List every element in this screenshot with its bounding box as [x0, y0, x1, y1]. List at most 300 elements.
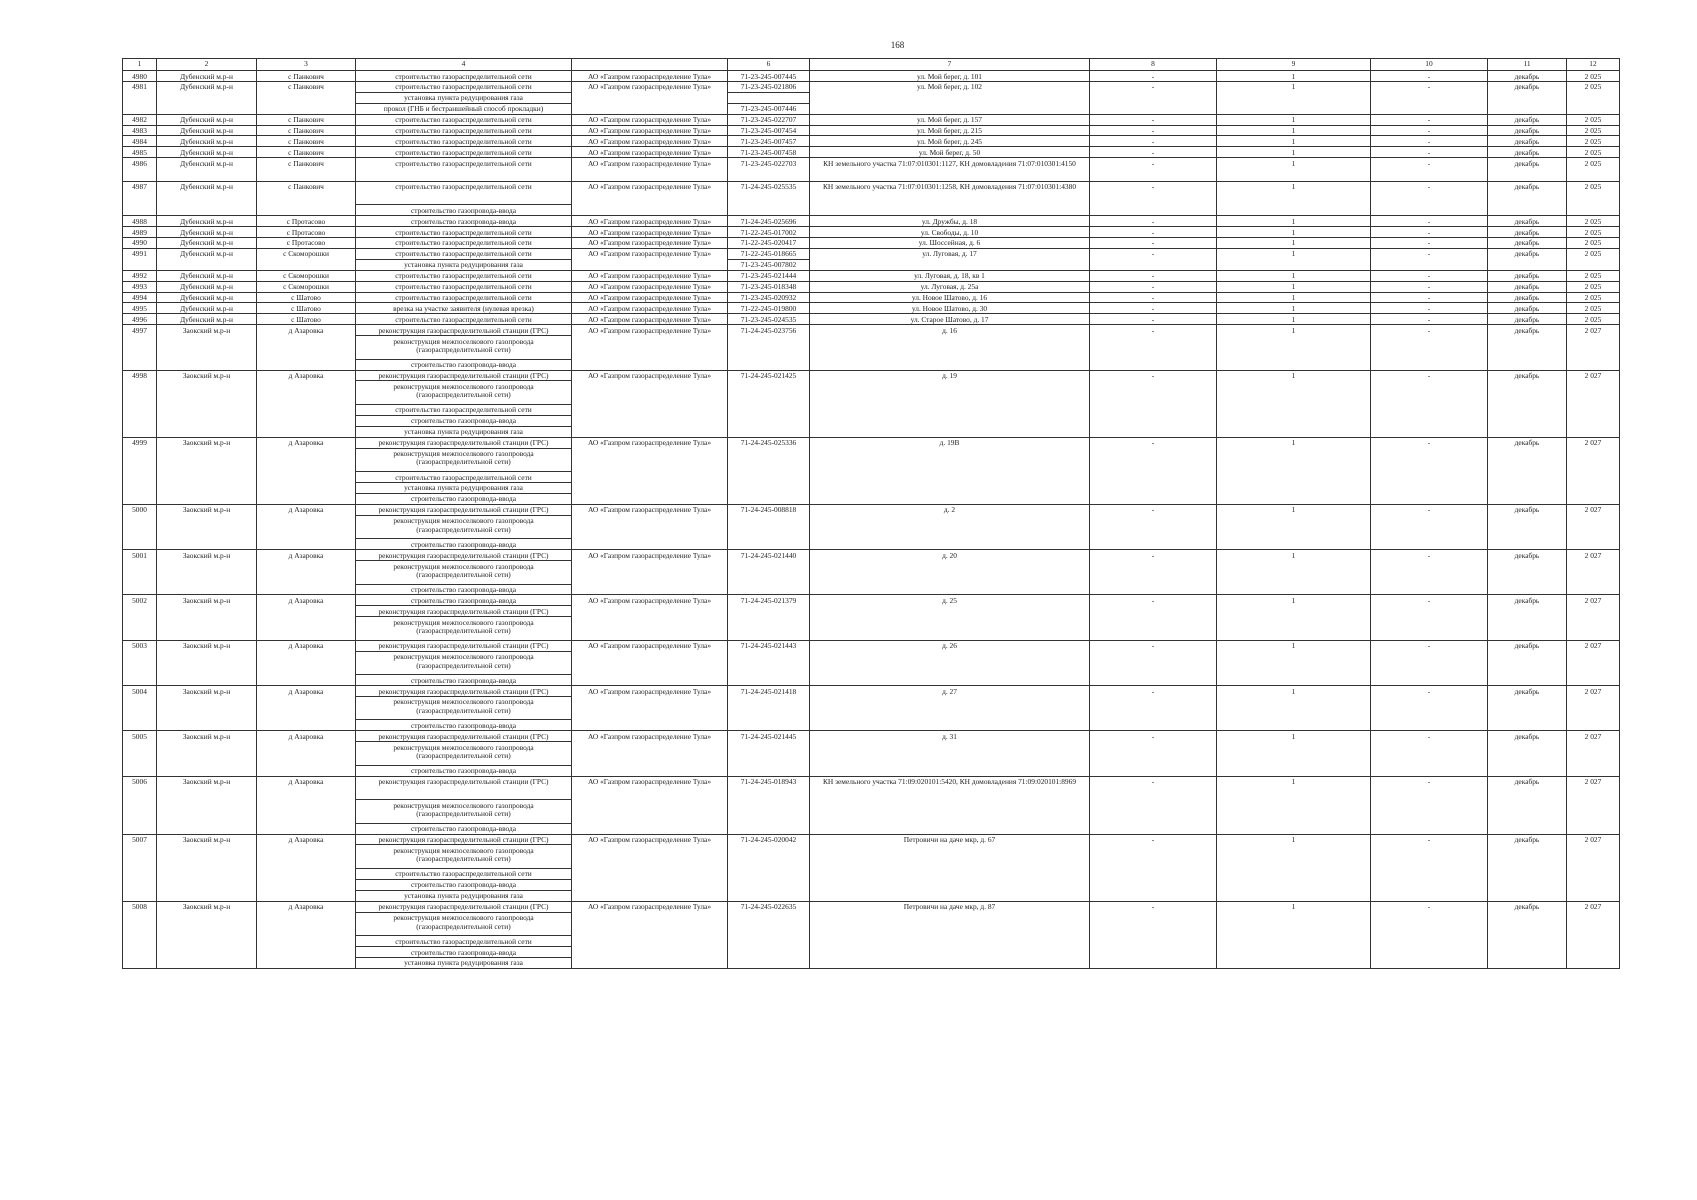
locality-cell: д Азаровка	[257, 731, 356, 776]
col8-cell: -	[1090, 314, 1217, 325]
locality-cell: д Азаровка	[257, 504, 356, 549]
work-type-cell: реконструкция межпоселкового газопровода (газораспределительной сети)	[356, 448, 572, 472]
work-type-cell: реконструкция газораспределительной станции (ГРС)	[356, 550, 572, 561]
address-cell: д. 25	[810, 595, 1090, 640]
table-body	[123, 71, 1620, 969]
year-cell: 2 025	[1567, 248, 1620, 270]
year-cell: 2 027	[1567, 437, 1620, 504]
organization-cell: АО «Газпром газораспределение Тула»	[572, 834, 728, 901]
locality-cell: с Панкович	[257, 81, 356, 114]
col10-cell: -	[1371, 227, 1488, 238]
col8-cell: -	[1090, 227, 1217, 238]
year-cell: 2 027	[1567, 550, 1620, 595]
record-number: 5006	[123, 776, 157, 834]
col9-cell: 1	[1217, 125, 1371, 136]
table-row	[123, 158, 1620, 182]
work-type-cell: строительство газопровода-ввода	[356, 765, 572, 776]
address-cell: д. 19В	[810, 437, 1090, 504]
application-code-cell: 71-22-245-019800	[728, 303, 810, 314]
col8-cell: -	[1090, 686, 1217, 731]
record-number: 4983	[123, 125, 157, 136]
table-row	[123, 227, 1620, 238]
locality-cell: с Скоморошки	[257, 270, 356, 281]
col9-cell: 1	[1217, 731, 1371, 776]
col10-cell: -	[1371, 181, 1488, 215]
col10-cell: -	[1371, 595, 1488, 640]
col8-cell: -	[1090, 248, 1217, 270]
district-cell: Дубенский м.р-н	[157, 114, 257, 125]
month-cell: декабрь	[1488, 181, 1567, 215]
work-type-cell: строительство газораспределительной сети	[356, 147, 572, 158]
record-number: 5003	[123, 640, 157, 685]
col10-cell: -	[1371, 281, 1488, 292]
address-cell: ул. Луговая, д. 17	[810, 248, 1090, 270]
work-type-cell: реконструкция газораспределительной станции (ГРС)	[356, 606, 572, 617]
col9-cell: 1	[1217, 504, 1371, 549]
locality-cell: с Протасово	[257, 237, 356, 248]
table-row	[123, 834, 1620, 845]
col10-cell: -	[1371, 370, 1488, 437]
work-type-cell: строительство газопровода-ввода	[356, 216, 572, 227]
col10-cell: -	[1371, 325, 1488, 370]
district-cell: Дубенский м.р-н	[157, 158, 257, 182]
work-type-cell: строительство газораспределительной сети	[356, 281, 572, 292]
organization-cell: АО «Газпром газораспределение Тула»	[572, 731, 728, 776]
col10-cell: -	[1371, 314, 1488, 325]
work-type-cell: реконструкция газораспределительной станции (ГРС)	[356, 504, 572, 515]
year-cell: 2 025	[1567, 158, 1620, 182]
header-cell: 4	[356, 59, 572, 71]
year-cell: 2 027	[1567, 834, 1620, 901]
organization-cell: АО «Газпром газораспределение Тула»	[572, 550, 728, 595]
col9-cell: 1	[1217, 292, 1371, 303]
work-type-cell: реконструкция межпоселкового газопровода (газораспределительной сети)	[356, 651, 572, 675]
record-number: 5004	[123, 686, 157, 731]
col9-cell: 1	[1217, 550, 1371, 595]
col9-cell: 1	[1217, 158, 1371, 182]
year-cell: 2 027	[1567, 731, 1620, 776]
work-type-cell: строительство газораспределительной сети	[356, 248, 572, 259]
address-cell: КН земельного участка 71:07:010301:1127, КН домовладения 71:07:010301:4150	[810, 158, 1090, 182]
col10-cell: -	[1371, 248, 1488, 270]
col9-cell: 1	[1217, 216, 1371, 227]
record-number: 4995	[123, 303, 157, 314]
organization-cell: АО «Газпром газораспределение Тула»	[572, 686, 728, 731]
work-type-cell: строительство газораспределительной сети	[356, 71, 572, 82]
record-number: 5008	[123, 901, 157, 968]
address-cell: д. 27	[810, 686, 1090, 731]
district-cell: Заокский м.р-н	[157, 834, 257, 901]
address-cell: ул. Луговая, д. 25а	[810, 281, 1090, 292]
locality-cell: с Панкович	[257, 71, 356, 82]
address-cell: ул. Старое Шатово, д. 17	[810, 314, 1090, 325]
district-cell: Дубенский м.р-н	[157, 281, 257, 292]
month-cell: декабрь	[1488, 776, 1567, 834]
locality-cell: д Азаровка	[257, 550, 356, 595]
table-row	[123, 686, 1620, 697]
record-number: 4984	[123, 136, 157, 147]
organization-cell: АО «Газпром газораспределение Тула»	[572, 237, 728, 248]
application-code-cell: 71-24-245-021443	[728, 640, 810, 685]
locality-cell: с Протасово	[257, 216, 356, 227]
table-row	[123, 81, 1620, 92]
record-number: 4992	[123, 270, 157, 281]
address-cell: ул. Новое Шатово, д. 30	[810, 303, 1090, 314]
page-number: 168	[890, 40, 905, 50]
work-type-cell: прокол (ГНБ и бестраншейный способ прокладки)	[356, 103, 572, 114]
district-cell: Дубенский м.р-н	[157, 314, 257, 325]
work-type-cell: реконструкция межпоселкового газопровода (газораспределительной сети)	[356, 912, 572, 936]
address-cell: ул. Мой берег, д. 50	[810, 147, 1090, 158]
work-type-cell: врезка на участке заявителя (нулевая врезка)	[356, 303, 572, 314]
district-cell: Заокский м.р-н	[157, 595, 257, 640]
application-code-cell: 71-23-245-007802	[728, 259, 810, 270]
address-cell: д. 16	[810, 325, 1090, 370]
header-cell: 9	[1217, 59, 1371, 71]
organization-cell: АО «Газпром газораспределение Тула»	[572, 437, 728, 504]
col9-cell: 1	[1217, 71, 1371, 82]
district-cell: Дубенский м.р-н	[157, 136, 257, 147]
col9-cell: 1	[1217, 776, 1371, 834]
address-cell: ул. Мой берег, д. 215	[810, 125, 1090, 136]
work-type-cell: строительство газораспределительной сети	[356, 158, 572, 182]
work-type-cell: строительство газопровода-ввода	[356, 359, 572, 370]
work-type-cell: реконструкция межпоселкового газопровода (газораспределительной сети)	[356, 515, 572, 539]
application-code-cell: 71-24-245-021418	[728, 686, 810, 731]
year-cell: 2 027	[1567, 686, 1620, 731]
application-code-cell: 71-22-245-017002	[728, 227, 810, 238]
district-cell: Заокский м.р-н	[157, 640, 257, 685]
district-cell: Заокский м.р-н	[157, 686, 257, 731]
locality-cell: д Азаровка	[257, 686, 356, 731]
work-type-cell: реконструкция межпоселкового газопровода (газораспределительной сети)	[356, 742, 572, 766]
work-type-cell: строительство газораспределительной сети	[356, 868, 572, 879]
district-cell: Дубенский м.р-н	[157, 125, 257, 136]
table-row	[123, 550, 1620, 561]
col8-cell: -	[1090, 292, 1217, 303]
col9-cell: 1	[1217, 136, 1371, 147]
record-number: 4994	[123, 292, 157, 303]
record-number: 4982	[123, 114, 157, 125]
table-row	[123, 248, 1620, 259]
record-number: 4991	[123, 248, 157, 270]
application-code-cell: 71-23-245-007445	[728, 71, 810, 82]
header-cell: 12	[1567, 59, 1620, 71]
work-type-cell: строительство газораспределительной сети	[356, 404, 572, 415]
col8-cell: -	[1090, 731, 1217, 776]
address-cell: Петровичи на даче мкр, д. 67	[810, 834, 1090, 901]
col8-cell: -	[1090, 216, 1217, 227]
month-cell: декабрь	[1488, 292, 1567, 303]
month-cell: декабрь	[1488, 303, 1567, 314]
table-row	[123, 437, 1620, 448]
application-code-cell: 71-23-245-018348	[728, 281, 810, 292]
record-number: 4993	[123, 281, 157, 292]
district-cell: Дубенский м.р-н	[157, 147, 257, 158]
organization-cell: АО «Газпром газораспределение Тула»	[572, 281, 728, 292]
work-type-cell: строительство газопровода-ввода	[356, 879, 572, 890]
district-cell: Заокский м.р-н	[157, 776, 257, 834]
col9-cell: 1	[1217, 114, 1371, 125]
application-code-cell: 71-24-245-020042	[728, 834, 810, 901]
address-cell: ул. Мой берег, д. 245	[810, 136, 1090, 147]
organization-cell: АО «Газпром газораспределение Тула»	[572, 504, 728, 549]
year-cell: 2 025	[1567, 136, 1620, 147]
work-type-cell: установка пункта редуцирования газа	[356, 482, 572, 493]
work-type-cell: реконструкция газораспределительной станции (ГРС)	[356, 640, 572, 651]
work-type-cell: реконструкция межпоселкового газопровода (газораспределительной сети)	[356, 800, 572, 824]
table-row	[123, 147, 1620, 158]
col9-cell: 1	[1217, 901, 1371, 968]
col10-cell: -	[1371, 640, 1488, 685]
record-number: 4990	[123, 237, 157, 248]
organization-cell: АО «Газпром газораспределение Тула»	[572, 71, 728, 82]
col10-cell: -	[1371, 125, 1488, 136]
col9-cell: 1	[1217, 834, 1371, 901]
work-type-cell: строительство газопровода-ввода	[356, 493, 572, 504]
header-cell: 10	[1371, 59, 1488, 71]
year-cell: 2 027	[1567, 776, 1620, 834]
organization-cell: АО «Газпром газораспределение Тула»	[572, 776, 728, 834]
organization-cell: АО «Газпром газораспределение Тула»	[572, 640, 728, 685]
organization-cell: АО «Газпром газораспределение Тула»	[572, 216, 728, 227]
col8-cell: -	[1090, 550, 1217, 595]
work-type-cell: реконструкция газораспределительной станции (ГРС)	[356, 776, 572, 800]
address-cell: КН земельного участка 71:07:010301:1258, КН домовладения 71:07:010301:4380	[810, 181, 1090, 215]
table-row	[123, 292, 1620, 303]
district-cell: Дубенский м.р-н	[157, 292, 257, 303]
col8-cell: -	[1090, 147, 1217, 158]
address-cell: ул. Мой берег, д. 102	[810, 81, 1090, 114]
col8-cell: -	[1090, 158, 1217, 182]
work-type-cell: реконструкция межпоселкового газопровода (газораспределительной сети)	[356, 696, 572, 720]
work-type-cell: реконструкция газораспределительной станции (ГРС)	[356, 686, 572, 697]
col10-cell: -	[1371, 136, 1488, 147]
work-type-cell: строительство газопровода-ввода	[356, 205, 572, 216]
col9-cell: 1	[1217, 370, 1371, 437]
month-cell: декабрь	[1488, 248, 1567, 270]
year-cell: 2 027	[1567, 595, 1620, 640]
work-type-cell: строительство газопровода-ввода	[356, 539, 572, 550]
address-cell: ул. Мой берег, д. 157	[810, 114, 1090, 125]
table-row	[123, 125, 1620, 136]
col8-cell: -	[1090, 834, 1217, 901]
work-type-cell: реконструкция газораспределительной станции (ГРС)	[356, 834, 572, 845]
year-cell: 2 025	[1567, 216, 1620, 227]
application-code-cell: 71-23-245-021444	[728, 270, 810, 281]
header-cell: 11	[1488, 59, 1567, 71]
record-number: 4980	[123, 71, 157, 82]
application-code-cell: 71-24-245-022635	[728, 901, 810, 968]
organization-cell: АО «Газпром газораспределение Тула»	[572, 248, 728, 270]
work-type-cell: строительство газораспределительной сети	[356, 125, 572, 136]
header-cell: 8	[1090, 59, 1217, 71]
application-code-cell: 71-23-245-007446	[728, 103, 810, 114]
table-row	[123, 237, 1620, 248]
col10-cell: -	[1371, 237, 1488, 248]
col9-cell: 1	[1217, 325, 1371, 370]
locality-cell: с Панкович	[257, 147, 356, 158]
col9-cell: 1	[1217, 81, 1371, 114]
header-cell: 1	[123, 59, 157, 71]
col10-cell: -	[1371, 81, 1488, 114]
locality-cell: с Скоморошки	[257, 248, 356, 270]
month-cell: декабрь	[1488, 227, 1567, 238]
col9-cell: 1	[1217, 314, 1371, 325]
work-type-cell: реконструкция газораспределительной станции (ГРС)	[356, 325, 572, 336]
district-cell: Заокский м.р-н	[157, 731, 257, 776]
month-cell: декабрь	[1488, 81, 1567, 114]
year-cell: 2 025	[1567, 303, 1620, 314]
locality-cell: с Панкович	[257, 181, 356, 215]
organization-cell: АО «Газпром газораспределение Тула»	[572, 125, 728, 136]
locality-cell: с Протасово	[257, 227, 356, 238]
organization-cell: АО «Газпром газораспределение Тула»	[572, 158, 728, 182]
record-number: 4985	[123, 147, 157, 158]
col10-cell: -	[1371, 550, 1488, 595]
application-code-cell: 71-24-245-025696	[728, 216, 810, 227]
organization-cell: АО «Газпром газораспределение Тула»	[572, 136, 728, 147]
record-number: 5001	[123, 550, 157, 595]
col10-cell: -	[1371, 114, 1488, 125]
year-cell: 2 027	[1567, 325, 1620, 370]
organization-cell: АО «Газпром газораспределение Тула»	[572, 901, 728, 968]
table-row	[123, 270, 1620, 281]
record-number: 4981	[123, 81, 157, 114]
month-cell: декабрь	[1488, 71, 1567, 82]
year-cell: 2 025	[1567, 314, 1620, 325]
district-cell: Дубенский м.р-н	[157, 237, 257, 248]
locality-cell: с Панкович	[257, 114, 356, 125]
address-cell: ул. Луговая, д. 18, кв 1	[810, 270, 1090, 281]
application-code-cell: 71-24-245-025535	[728, 181, 810, 215]
work-type-cell: строительство газопровода-ввода	[356, 415, 572, 426]
table-row	[123, 303, 1620, 314]
work-type-cell: строительство газораспределительной сети	[356, 114, 572, 125]
year-cell: 2 025	[1567, 81, 1620, 114]
record-number: 4998	[123, 370, 157, 437]
application-code-cell: 71-24-245-021379	[728, 595, 810, 640]
col9-cell: 1	[1217, 595, 1371, 640]
application-code-cell: 71-23-245-024535	[728, 314, 810, 325]
month-cell: декабрь	[1488, 237, 1567, 248]
work-type-cell: реконструкция межпоселкового газопровода (газораспределительной сети)	[356, 561, 572, 585]
col8-cell: -	[1090, 114, 1217, 125]
col9-cell: 1	[1217, 270, 1371, 281]
application-code-cell: 71-22-245-018665	[728, 248, 810, 259]
work-type-cell: строительство газопровода-ввода	[356, 584, 572, 595]
header-cell: 6	[728, 59, 810, 71]
locality-cell: д Азаровка	[257, 640, 356, 685]
month-cell: декабрь	[1488, 314, 1567, 325]
col9-cell: 1	[1217, 181, 1371, 215]
locality-cell: д Азаровка	[257, 595, 356, 640]
year-cell: 2 025	[1567, 147, 1620, 158]
organization-cell: АО «Газпром газораспределение Тула»	[572, 292, 728, 303]
month-cell: декабрь	[1488, 504, 1567, 549]
district-cell: Заокский м.р-н	[157, 550, 257, 595]
work-type-cell: строительство газораспределительной сети	[356, 237, 572, 248]
locality-cell: с Панкович	[257, 125, 356, 136]
application-code-cell: 71-23-245-022707	[728, 114, 810, 125]
year-cell: 2 025	[1567, 71, 1620, 82]
work-type-cell: строительство газопровода-ввода	[356, 595, 572, 606]
record-number: 5007	[123, 834, 157, 901]
col8-cell: -	[1090, 640, 1217, 685]
work-type-cell: реконструкция газораспределительной станции (ГРС)	[356, 901, 572, 912]
col10-cell: -	[1371, 147, 1488, 158]
work-type-cell: реконструкция газораспределительной станции (ГРС)	[356, 437, 572, 448]
application-code-cell: 71-24-245-008818	[728, 504, 810, 549]
year-cell: 2 025	[1567, 281, 1620, 292]
table-row	[123, 71, 1620, 82]
locality-cell: д Азаровка	[257, 437, 356, 504]
month-cell: декабрь	[1488, 125, 1567, 136]
work-type-cell: строительство газопровода-ввода	[356, 823, 572, 834]
address-cell: ул. Шоссейная, д. 6	[810, 237, 1090, 248]
year-cell: 2 025	[1567, 114, 1620, 125]
col10-cell: -	[1371, 776, 1488, 834]
organization-cell: АО «Газпром газораспределение Тула»	[572, 595, 728, 640]
month-cell: декабрь	[1488, 640, 1567, 685]
table-header-row	[123, 59, 1620, 71]
col10-cell: -	[1371, 216, 1488, 227]
col9-cell: 1	[1217, 281, 1371, 292]
col10-cell: -	[1371, 303, 1488, 314]
month-cell: декабрь	[1488, 901, 1567, 968]
application-code-cell: 71-24-245-021445	[728, 731, 810, 776]
district-cell: Дубенский м.р-н	[157, 303, 257, 314]
col10-cell: -	[1371, 731, 1488, 776]
work-type-cell: строительство газораспределительной сети	[356, 136, 572, 147]
work-type-cell: строительство газопровода-ввода	[356, 720, 572, 731]
district-cell: Заокский м.р-н	[157, 370, 257, 437]
locality-cell: с Панкович	[257, 158, 356, 182]
work-type-cell: установка пункта редуцирования газа	[356, 957, 572, 968]
organization-cell: АО «Газпром газораспределение Тула»	[572, 314, 728, 325]
locality-cell: д Азаровка	[257, 325, 356, 370]
table-row	[123, 901, 1620, 912]
month-cell: декабрь	[1488, 731, 1567, 776]
address-cell: д. 31	[810, 731, 1090, 776]
col8-cell: -	[1090, 776, 1217, 834]
col10-cell: -	[1371, 686, 1488, 731]
year-cell: 2 025	[1567, 227, 1620, 238]
organization-cell: АО «Газпром газораспределение Тула»	[572, 270, 728, 281]
organization-cell: АО «Газпром газораспределение Тула»	[572, 181, 728, 215]
application-code-cell: 71-23-245-007454	[728, 125, 810, 136]
col9-cell: 1	[1217, 437, 1371, 504]
month-cell: декабрь	[1488, 270, 1567, 281]
month-cell: декабрь	[1488, 136, 1567, 147]
address-cell: КН земельного участка 71:09:020101:5420, КН домовладения 71:09:020101:8969	[810, 776, 1090, 834]
month-cell: декабрь	[1488, 370, 1567, 437]
col10-cell: -	[1371, 834, 1488, 901]
address-cell: Петровичи на даче мкр, д. 87	[810, 901, 1090, 968]
col8-cell: -	[1090, 370, 1217, 437]
application-code-cell: 71-23-245-021806	[728, 81, 810, 92]
col9-cell: 1	[1217, 227, 1371, 238]
year-cell: 2 027	[1567, 901, 1620, 968]
application-code-cell: 71-22-245-020417	[728, 237, 810, 248]
district-cell: Дубенский м.р-н	[157, 71, 257, 82]
address-cell: ул. Мой берег, д. 101	[810, 71, 1090, 82]
record-number: 4996	[123, 314, 157, 325]
header-cell: 2	[157, 59, 257, 71]
district-cell: Заокский м.р-н	[157, 901, 257, 968]
application-code-cell: 71-24-245-023756	[728, 325, 810, 370]
col10-cell: -	[1371, 437, 1488, 504]
